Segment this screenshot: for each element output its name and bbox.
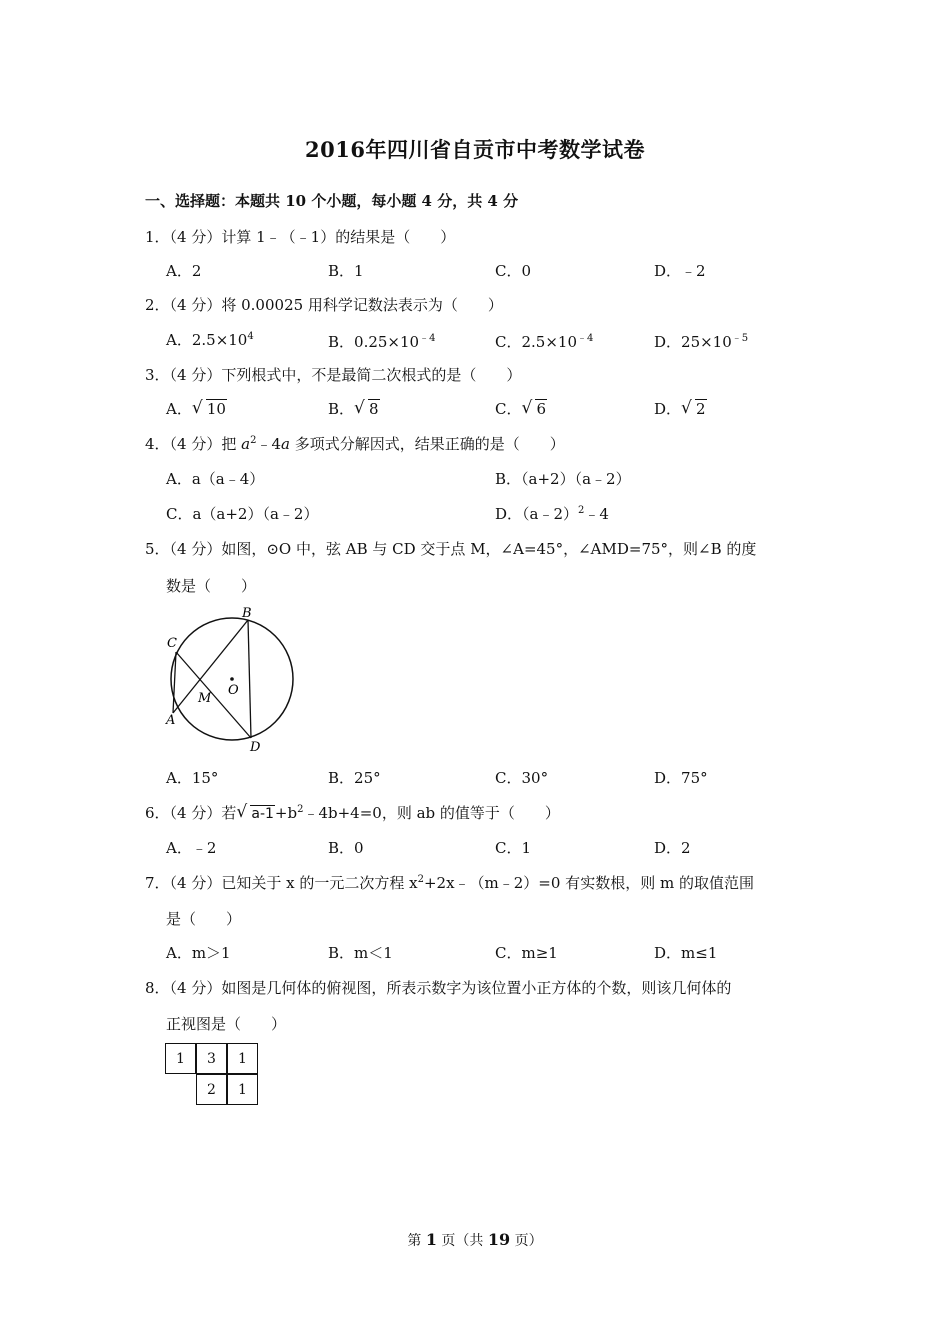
section-heading: 一、选择题：本题共 10 个小题，每小题 4 分，共 4 分 — [145, 192, 519, 210]
q2-option-b: B．$0.25\times 10^{﹣4}$ — [328, 333, 436, 351]
chord-bd — [248, 620, 251, 738]
q2-option-c: C．$2.5\times 10^{﹣4}$ — [495, 333, 594, 351]
label-b: B — [242, 606, 252, 621]
question-7-stem-line1: 7．（4 分）已知关于 x 的一元二次方程 $x^2+2x﹣(m﹣2)=0$ 有实数根，则 m 的取值范围 — [145, 874, 754, 892]
page-footer: 第 1 页（共 19 页） — [407, 1230, 543, 1249]
q1-option-d: D．﹣2 — [654, 262, 706, 280]
label-m: M — [198, 691, 212, 706]
q6-option-a: A．﹣2 — [166, 839, 217, 857]
q2-option-d: D．$25\times 10^{﹣5}$ — [654, 333, 749, 351]
question-7-stem-line2: 是（ ） — [166, 910, 242, 928]
question-2-stem: 2．（4 分）将 0.00025 用科学记数法表示为（ ） — [145, 296, 503, 314]
q7-option-a: A．m＞1 — [166, 944, 231, 962]
q5-option-b: B．25° — [328, 769, 381, 787]
q3-option-a: A． √ 10 — [166, 398, 226, 418]
q5-option-d: D．75° — [654, 769, 708, 787]
question-8-stem-line1: 8．（4 分）如图是几何体的俯视图，所表示数字为该位置小正方体的个数，则该几何体的 — [145, 979, 732, 997]
label-c: C — [167, 636, 177, 651]
q4-option-d: D．（a﹣2）$^2$﹣4 — [495, 505, 609, 523]
question-4-stem: 4．（4 分）把 $a^2﹣4a$ 多项式分解因式，结果正确的是（ ） — [145, 435, 565, 453]
q3-option-b: B． √ 8 — [328, 398, 379, 418]
q5-option-c: C．30° — [495, 769, 549, 787]
question-1-stem: 1．（4 分）计算 1﹣（﹣1）的结果是（ ） — [145, 228, 456, 246]
q3-option-c: C． √ 6 — [495, 398, 547, 418]
q7-option-b: B．m＜1 — [328, 944, 393, 962]
question-3-stem: 3．（4 分）下列根式中，不是最简二次根式的是（ ） — [145, 366, 522, 384]
q7-option-c: C．m≥1 — [495, 944, 558, 962]
q3-option-d: D． √ 2 — [654, 398, 706, 418]
grid-cell: 2 — [196, 1074, 227, 1105]
question-5-stem-line1: 5．（4 分）如图，⊙O 中，弦 AB 与 CD 交于点 M，∠A=45°，∠AMD=75°，则∠B 的度 — [145, 540, 757, 558]
question-5-stem-line2: 数是（ ） — [166, 577, 257, 595]
grid-cell: 3 — [196, 1043, 227, 1074]
grid-cell: 1 — [227, 1043, 258, 1074]
q2-option-a: A．$2.5\times 10^4$ — [166, 331, 254, 349]
question-8-stem-line2: 正视图是（ ） — [166, 1015, 287, 1033]
q7-option-d: D．m≤1 — [654, 944, 718, 962]
q1-option-a: A．2 — [166, 262, 202, 280]
grid-cell: 1 — [165, 1043, 196, 1074]
q6-option-d: D．2 — [654, 839, 691, 857]
page-title: 2016年四川省自贡市中考数学试卷 — [305, 137, 645, 162]
q1-option-b: B．1 — [328, 262, 364, 280]
q5-option-a: A．15° — [166, 769, 219, 787]
grid-cell: 1 — [227, 1074, 258, 1105]
circle-figure — [160, 600, 305, 760]
q6-option-b: B．0 — [328, 839, 364, 857]
q1-option-c: C．0 — [495, 262, 532, 280]
label-d: D — [250, 740, 261, 755]
question-6-stem: 6．（4 分）若 √ $a-1+b^2﹣4b+4=0$，则 ab 的值等于（ ） — [145, 802, 560, 822]
q4-option-a: A．a（a﹣4） — [166, 470, 265, 488]
q4-option-b: B．（a+2）（a﹣2） — [495, 470, 631, 488]
q6-option-c: C．1 — [495, 839, 532, 857]
label-o: O — [228, 683, 239, 698]
label-a: A — [166, 713, 176, 728]
center-dot — [230, 677, 234, 681]
q4-option-c: C．a（a+2）（a﹣2） — [166, 505, 319, 523]
